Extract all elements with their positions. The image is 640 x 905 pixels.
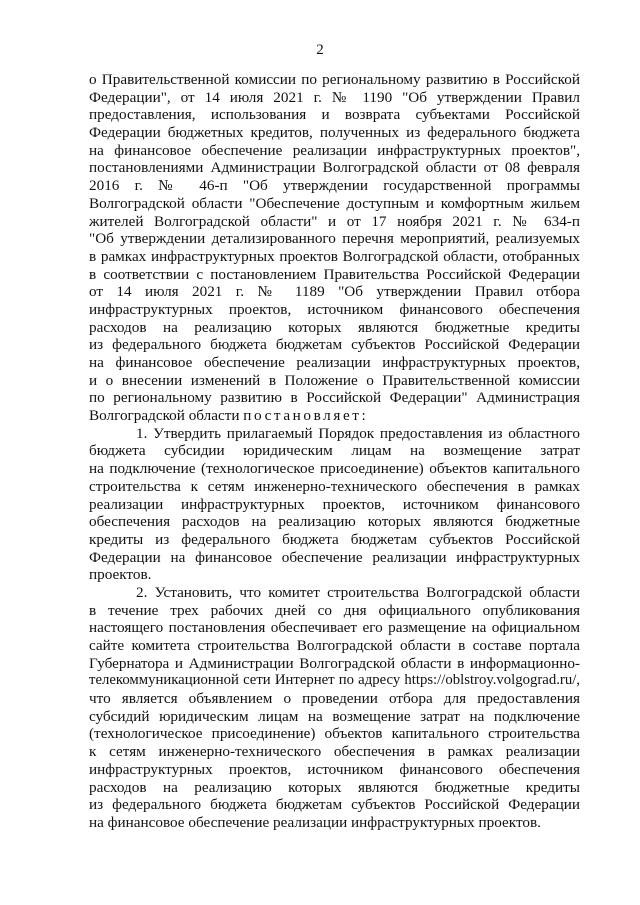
text-line: к сетям инженерно-технического обеспечения в рамках реализации — [89, 743, 580, 761]
text-line: что является объявлением о проведении отбора для предоставления — [89, 690, 580, 708]
text-line: (технологическое присоединение) объектов капитального строительства — [89, 725, 580, 743]
text-line — [89, 407, 580, 425]
text-line: инфраструктурных проектов, источником финансового обеспечения — [89, 300, 580, 318]
text-line: обеспечения расходов на реализацию которых являются бюджетные — [89, 513, 580, 531]
text-line: субсидий юридическим лицам на возмещение затрат на подключение — [89, 707, 580, 725]
text-line: Федерации", от 14 июля 2021 г. № 1190 "Об утверждении Правил — [89, 88, 580, 106]
text-line: постановлениями Администрации Волгоградской области от 08 февраля — [89, 159, 580, 177]
text-line: проектов. — [89, 566, 152, 584]
text-line: и о внесении изменений в Положение о Правительственной комиссии — [89, 371, 580, 389]
text-line: расходов на реализацию которых являются бюджетные кредиты — [89, 318, 580, 336]
text-line: от 14 июля 2021 г. № 1189 "Об утверждении Правил отбора — [89, 283, 580, 301]
text-line: бюджета субсидии юридическим лицам на возмещение затрат — [89, 442, 580, 460]
text-line: на финансовое обеспечение реализации инфраструктурных проектов", — [89, 141, 580, 159]
page-number: 2 — [316, 42, 324, 58]
paragraph-2-first-line: 2. Установить, что комитет строительства Волгоградской области — [136, 583, 580, 601]
text-line: в соответствии с постановлением Правительства Российской Федерации — [89, 265, 580, 283]
text-line: Волгоградской области "Обеспечение доступным и комфортным жильем — [89, 194, 580, 212]
text-line: из федерального бюджета бюджетам субъектов Российской Федерации — [89, 336, 580, 354]
text-line: кредиты из федерального бюджета бюджетам субъектов Российской — [89, 530, 580, 548]
text-line: сайте комитета строительства Волгоградской области в составе портала — [89, 637, 580, 654]
text-line: в рамках инфраструктурных проектов Волгоградской области, отобранных — [89, 247, 580, 265]
text-line: инфраструктурных проектов, источником финансового обеспечения — [89, 760, 580, 778]
postanovlyaet-word: постановляет: — [243, 407, 369, 425]
text-line: из федерального бюджета бюджетам субъектов Российской Федерации — [89, 796, 580, 814]
text-line: 2016 г. № 46-п "Об утверждении государственной программы — [89, 177, 580, 195]
text-line: Федерации на финансовое обеспечение реализации инфраструктурных — [89, 548, 580, 566]
text-line: строительства к сетям инженерно-технического обеспечения в рамках — [89, 477, 580, 495]
text-line: "Об утверждении детализированного перечня мероприятий, реализуемых — [89, 230, 580, 248]
text-line: на финансовое обеспечение реализации инфраструктурных проектов, — [89, 354, 580, 371]
paragraph-1-first-line: 1. Утвердить прилагаемый Порядок предоставления из областного — [136, 424, 580, 442]
document-body — [89, 71, 580, 832]
text-line: предоставления, использования и возврата субъектами Российской — [89, 106, 580, 124]
text-line: телекоммуникационной сети Интернет по адресу https://oblstroy.volgograd.ru/, — [89, 672, 580, 689]
text-line: настоящего постановления обеспечивает его размещение на официальном — [89, 619, 580, 637]
text-line: в течение трех рабочих дней со дня официального опубликования — [89, 601, 580, 619]
text-line: Федерации бюджетных кредитов, полученных из федерального бюджета — [89, 124, 580, 142]
text-fragment: Волгоградской области — [89, 407, 244, 425]
text-line: о Правительственной комиссии по региональному развитию в Российской — [89, 71, 580, 88]
text-line: реализации инфраструктурных проектов, источником финансового — [89, 495, 580, 513]
text-line: по региональному развитию в Российской Федерации" Администрация — [89, 389, 580, 407]
text-line: Губернатора и Администрации Волгоградской области в информационно- — [89, 654, 580, 672]
text-line: расходов на реализацию которых являются бюджетные кредиты — [89, 778, 580, 796]
text-line: жителей Волгоградской области" и от 17 ноября 2021 г. № 634-п — [89, 212, 580, 230]
text-line: на подключение (технологическое присоединение) объектов капитального — [89, 460, 580, 478]
text-line: на финансовое обеспечение реализации инфраструктурных проектов. — [89, 813, 541, 831]
